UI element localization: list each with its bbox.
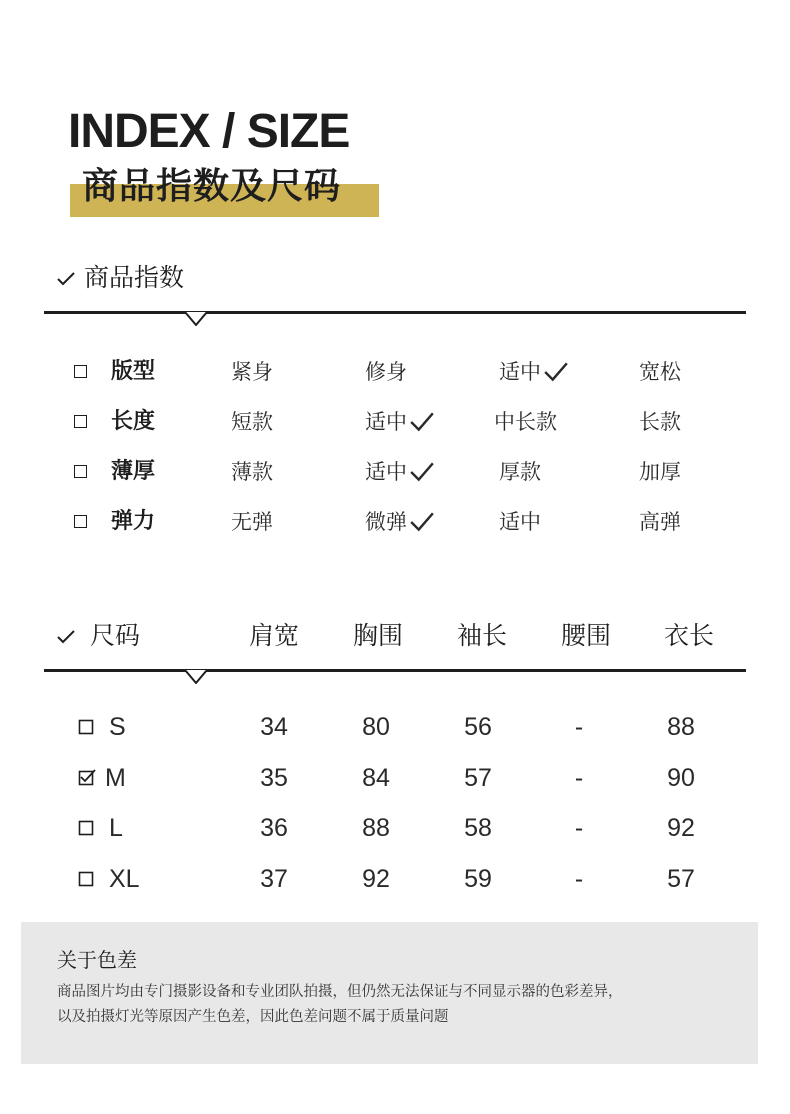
index-row-label: 弹力 (111, 509, 156, 534)
index-option-label: 短款 (231, 410, 273, 434)
size-section-title: 尺码 (90, 621, 141, 650)
size-value-cell: 58 (464, 814, 492, 842)
page-title-cn: 商品指数及尺码 (82, 166, 342, 207)
index-option (639, 508, 681, 536)
index-option-label: 适中 (365, 460, 407, 484)
page-title-en: INDEX / SIZE (68, 105, 350, 158)
index-option-label: 厚款 (499, 460, 541, 484)
index-row-label: 薄厚 (111, 459, 156, 484)
index-option-label: 适中 (365, 410, 407, 434)
divider-notch-icon (185, 670, 207, 684)
index-option-label: 适中 (499, 360, 541, 384)
index-option (365, 408, 435, 436)
size-label: L (109, 814, 123, 842)
index-option-label: 无弹 (231, 510, 273, 534)
index-option-label: 加厚 (639, 460, 681, 484)
size-value-cell: 88 (667, 713, 695, 741)
index-option-label: 适中 (499, 510, 541, 534)
size-value-cell: 34 (260, 713, 288, 741)
index-row-checkbox[interactable] (74, 515, 87, 528)
index-option (231, 358, 273, 386)
size-value-cell: 57 (667, 865, 695, 893)
index-row-checkbox[interactable] (74, 415, 87, 428)
index-option-label: 中长款 (494, 410, 557, 434)
index-option (639, 358, 681, 386)
index-row-checkbox[interactable] (74, 465, 87, 478)
index-divider (44, 311, 746, 314)
index-option-label: 微弹 (365, 510, 407, 534)
size-value-cell: 80 (362, 713, 390, 741)
size-value-cell: 90 (667, 764, 695, 792)
index-option-label: 宽松 (639, 360, 681, 384)
size-label: XL (109, 865, 140, 893)
index-option (499, 458, 541, 486)
size-checkbox[interactable] (78, 870, 98, 890)
size-value-cell: - (574, 764, 584, 792)
size-label: M (105, 764, 126, 792)
index-option (639, 458, 681, 486)
index-option (365, 508, 435, 536)
color-note-title: 关于色差 (57, 948, 137, 972)
index-section-title: 商品指数 (84, 263, 185, 292)
index-section-header (56, 262, 184, 294)
check-mark-icon (409, 511, 435, 533)
size-column-header: 肩宽 (248, 621, 300, 650)
size-column-header: 衣长 (663, 621, 715, 650)
size-value-cell: 84 (362, 764, 390, 792)
index-option (499, 358, 569, 386)
index-row-label: 长度 (111, 409, 156, 434)
index-option-label: 紧身 (231, 360, 273, 384)
size-column-header: 胸围 (352, 621, 404, 650)
index-option (499, 508, 541, 536)
index-row-checkbox[interactable] (74, 365, 87, 378)
check-icon (56, 629, 76, 645)
size-checkbox[interactable] (78, 819, 98, 839)
size-value-cell: 88 (362, 814, 390, 842)
size-value-cell: 35 (260, 764, 288, 792)
size-value-cell: 37 (260, 865, 288, 893)
size-checkbox-checked[interactable] (78, 769, 98, 789)
check-mark-icon (409, 461, 435, 483)
color-note-line: 以及拍摄灯光等原因产生色差，因此色差问题不属于质量问题 (57, 1009, 449, 1025)
index-option (365, 458, 435, 486)
check-icon (56, 271, 76, 287)
size-value-cell: 92 (362, 865, 390, 893)
index-option-label: 修身 (365, 360, 407, 384)
check-mark-icon (543, 361, 569, 383)
index-option (494, 408, 557, 436)
size-value-cell: 36 (260, 814, 288, 842)
size-checkbox[interactable] (78, 718, 98, 738)
index-option (231, 408, 273, 436)
size-divider (44, 669, 746, 672)
size-value-cell: 56 (464, 713, 492, 741)
index-option (365, 358, 407, 386)
size-value-cell: - (574, 865, 584, 893)
index-row-label: 版型 (111, 359, 156, 384)
size-column-header: 腰围 (560, 621, 612, 650)
index-option (639, 408, 681, 436)
color-note-line: 商品图片均由专门摄影设备和专业团队拍摄，但仍然无法保证与不同显示器的色彩差异， (57, 984, 623, 1000)
size-value-cell: - (574, 713, 584, 741)
index-option-label: 高弹 (639, 510, 681, 534)
size-section-header (56, 620, 140, 652)
index-option (231, 508, 273, 536)
check-mark-icon (409, 411, 435, 433)
size-value-cell: 92 (667, 814, 695, 842)
size-value-cell: - (574, 814, 584, 842)
index-option (231, 458, 273, 486)
size-label: S (109, 713, 126, 741)
index-option-label: 薄款 (231, 460, 273, 484)
size-value-cell: 57 (464, 764, 492, 792)
size-value-cell: 59 (464, 865, 492, 893)
divider-notch-icon (185, 312, 207, 326)
size-column-header: 袖长 (456, 621, 508, 650)
index-option-label: 长款 (639, 410, 681, 434)
